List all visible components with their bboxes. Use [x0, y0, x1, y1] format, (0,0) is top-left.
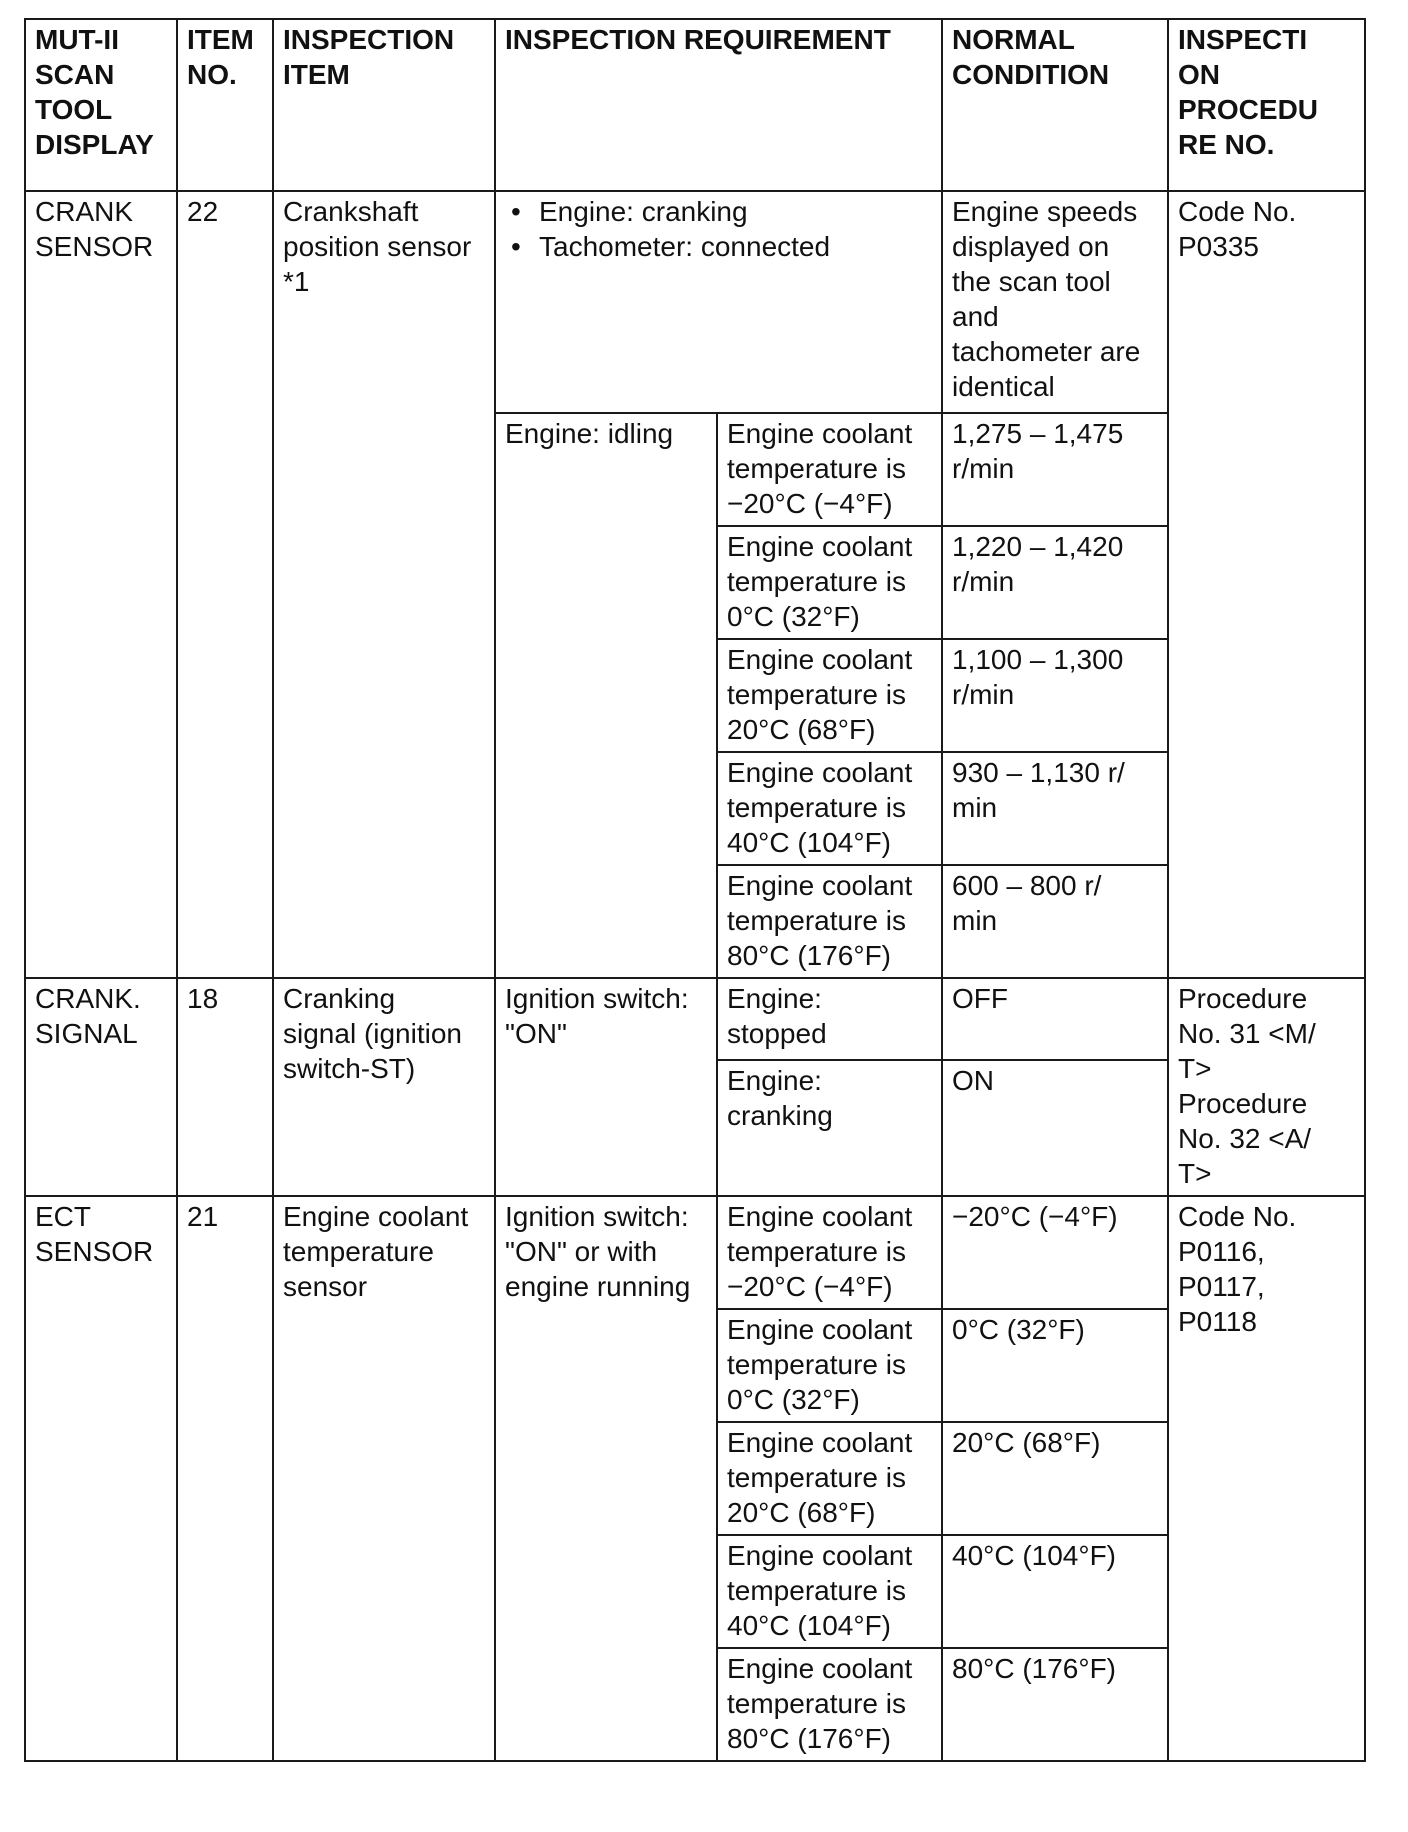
- engine-state-condition: Engine: stopped: [717, 978, 942, 1060]
- ect-sensor-procedure: Code No. P0116, P0117, P0118: [1168, 1196, 1365, 1761]
- ect-sensor-requirement: Ignition switch: "ON" or with engine running: [495, 1196, 717, 1761]
- table-row: [25, 978, 1365, 1060]
- requirement-bullet: • Tachometer: connected: [505, 229, 932, 264]
- coolant-temp-condition: Engine coolant temperature is 20°C (68°F): [717, 1422, 942, 1535]
- coolant-temp-condition: Engine coolant temperature is 0°C (32°F): [717, 526, 942, 639]
- ect-sensor-display: ECT SENSOR: [25, 1196, 177, 1761]
- coolant-temp-condition: Engine coolant temperature is 40°C (104°F): [717, 1535, 942, 1648]
- temperature-value: 40°C (104°F): [942, 1535, 1168, 1648]
- crank-signal-item: Cranking signal (ignition switch-ST): [273, 978, 495, 1196]
- temperature-value: 20°C (68°F): [942, 1422, 1168, 1535]
- crank-sensor-procedure: Code No. P0335: [1168, 191, 1365, 978]
- idle-speed-value: 1,275 – 1,475 r/min: [942, 413, 1168, 526]
- idle-speed-value: 1,220 – 1,420 r/min: [942, 526, 1168, 639]
- header-procedure-no: INSPECTI ON PROCEDU RE NO.: [1168, 19, 1365, 191]
- signal-value: ON: [942, 1060, 1168, 1196]
- ect-sensor-item-no: 21: [177, 1196, 273, 1761]
- coolant-temp-condition: Engine coolant temperature is 40°C (104°F): [717, 752, 942, 865]
- inspection-page: [24, 18, 1364, 1762]
- crank-sensor-normal: Engine speeds displayed on the scan tool and tachometer are identical: [942, 191, 1168, 413]
- inspection-table: [24, 18, 1366, 1762]
- coolant-temp-condition: Engine coolant temperature is 80°C (176°F): [717, 865, 942, 978]
- idle-speed-value: 1,100 – 1,300 r/min: [942, 639, 1168, 752]
- temperature-value: −20°C (−4°F): [942, 1196, 1168, 1309]
- coolant-temp-condition: Engine coolant temperature is −20°C (−4°F): [717, 413, 942, 526]
- crank-sensor-item-no: 22: [177, 191, 273, 978]
- header-row: [25, 19, 1365, 191]
- ect-sensor-item: Engine coolant temperature sensor: [273, 1196, 495, 1761]
- crank-sensor-item: Crankshaft position sensor *1: [273, 191, 495, 978]
- header-normal-condition: NORMAL CONDITION: [942, 19, 1168, 191]
- temperature-value: 0°C (32°F): [942, 1309, 1168, 1422]
- header-item-no: ITEM NO.: [177, 19, 273, 191]
- coolant-temp-condition: Engine coolant temperature is 20°C (68°F): [717, 639, 942, 752]
- coolant-temp-condition: Engine coolant temperature is 80°C (176°F): [717, 1648, 942, 1761]
- crank-signal-display: CRANK. SIGNAL: [25, 978, 177, 1196]
- crank-sensor-requirement: [495, 191, 942, 413]
- header-inspection-requirement: INSPECTION REQUIREMENT: [495, 19, 942, 191]
- table-row: [25, 1196, 1365, 1309]
- engine-state-condition: Engine: cranking: [717, 1060, 942, 1196]
- temperature-value: 80°C (176°F): [942, 1648, 1168, 1761]
- crank-signal-requirement: Ignition switch: "ON": [495, 978, 717, 1196]
- coolant-temp-condition: Engine coolant temperature is −20°C (−4°F): [717, 1196, 942, 1309]
- crank-signal-item-no: 18: [177, 978, 273, 1196]
- table-row: [25, 191, 1365, 413]
- header-scan-tool-display: MUT-II SCAN TOOL DISPLAY: [25, 19, 177, 191]
- requirement-bullet: • Engine: cranking: [505, 194, 932, 229]
- header-inspection-item: INSPECTION ITEM: [273, 19, 495, 191]
- coolant-temp-condition: Engine coolant temperature is 0°C (32°F): [717, 1309, 942, 1422]
- idle-speed-value: 600 – 800 r/ min: [942, 865, 1168, 978]
- idle-speed-value: 930 – 1,130 r/ min: [942, 752, 1168, 865]
- crank-sensor-idle-condition: Engine: idling: [495, 413, 717, 978]
- crank-sensor-display: CRANK SENSOR: [25, 191, 177, 978]
- signal-value: OFF: [942, 978, 1168, 1060]
- crank-signal-procedure: Procedure No. 31 <M/ T> Procedure No. 32 <A/ T>: [1168, 978, 1365, 1196]
